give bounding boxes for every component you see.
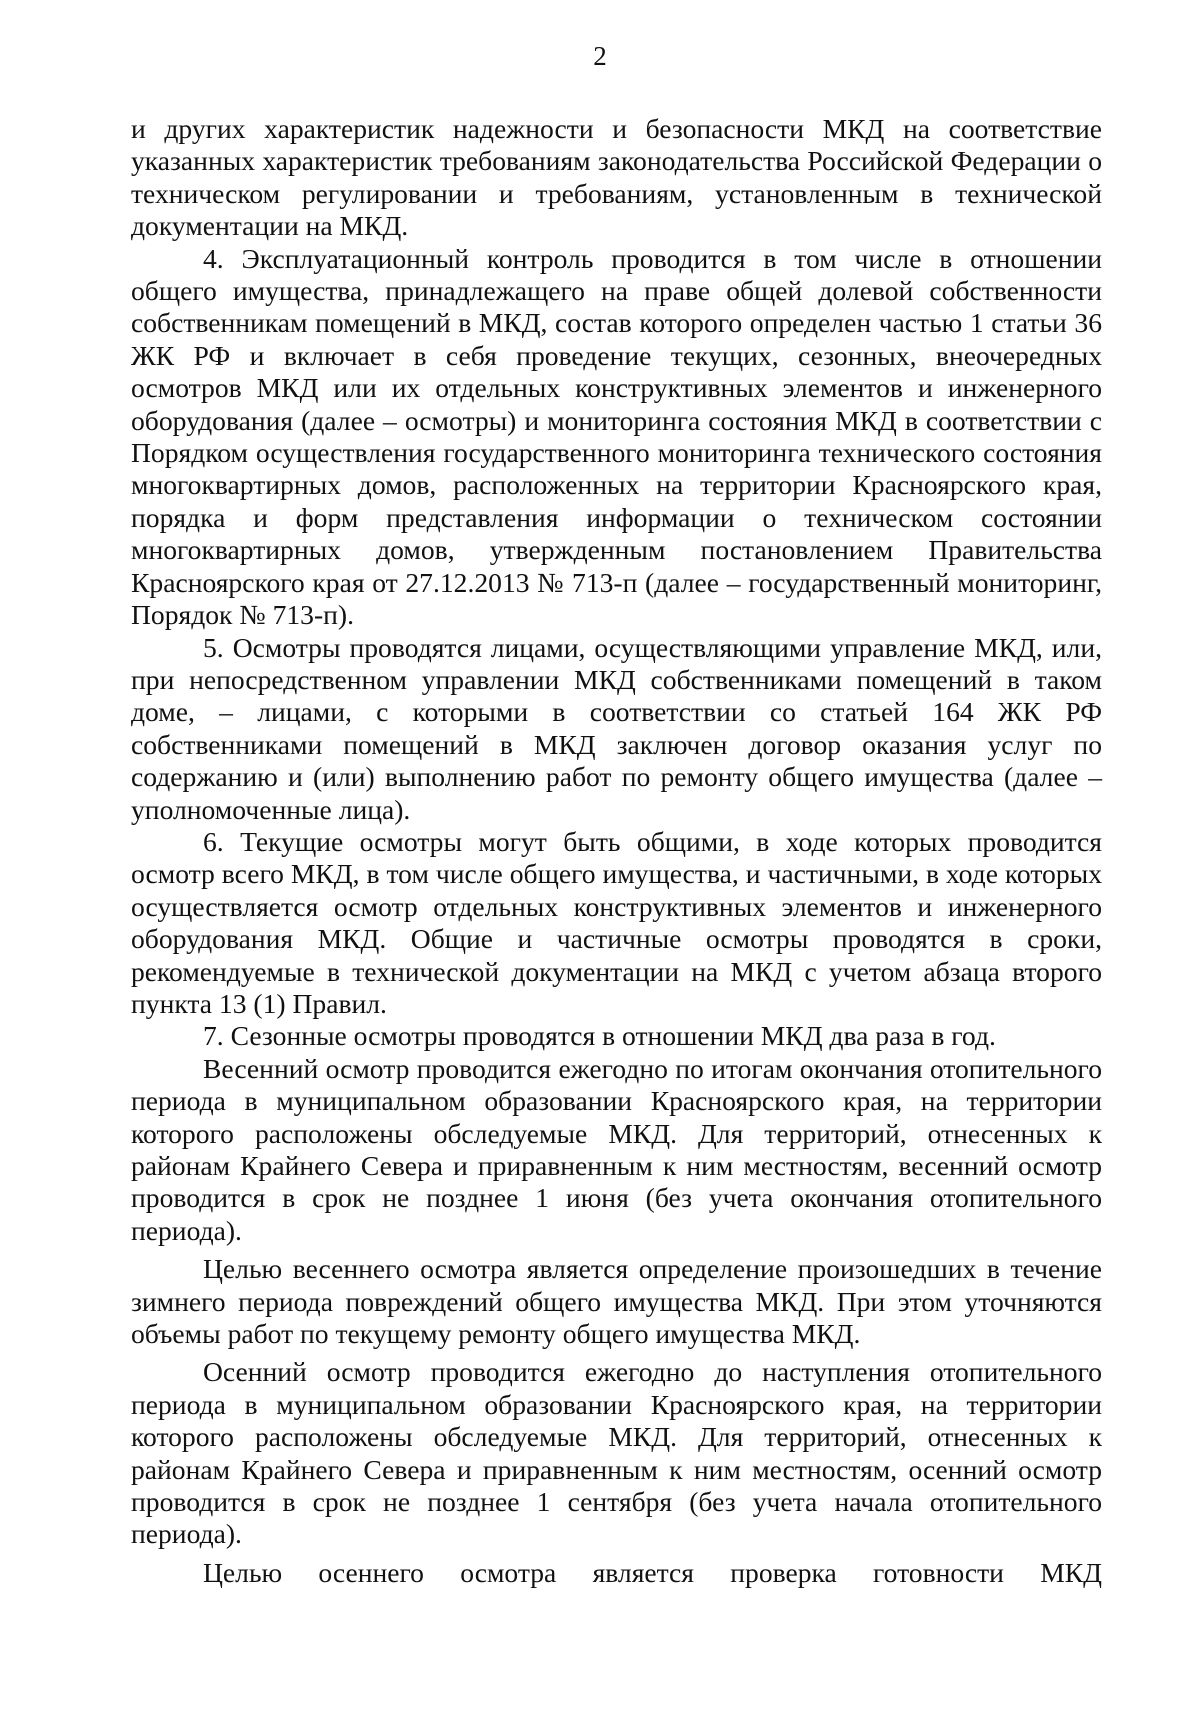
paragraph-spring-inspection: Весенний осмотр проводится ежегодно по итогам окончания отопительного периода в муниципальном образовании Красноярского края, на территории которого расположены обследуемые МКД. Для территорий, отнесенных к районам Крайнего Севера и приравненным к ним местностям, весенний осмотр проводится в срок не позднее 1 июня (без учета окончания отопительного периода). (131, 1052, 1102, 1246)
paragraph-item-4: 4. Эксплуатационный контроль проводится в том числе в отношении общего имущества, принадлежащего на праве общей долевой собственности собственникам помещений в МКД, состав которого определен частью 1 статьи 36 ЖК РФ и включает в себя проведение текущих, сезонных, внеочередных осмотров МКД или их отдельных конструктивных элементов и инженерного оборудования (далее – осмотры) и мониторинга состояния МКД в соответствии с Порядком осуществления государственного мониторинга технического состояния многоквартирных домов, расположенных на территории Красноярского края, порядка и форм представления информации о техническом состоянии многоквартирных домов, утвержденным постановлением Правительства Красноярского края от 27.12.2013 № 713-п (далее – государственный мониторинг, Порядок № 713-п). (131, 242, 1102, 631)
document-body (131, 113, 1102, 1589)
paragraph-item-5: 5. Осмотры проводятся лицами, осуществляющими управление МКД, или, при непосредственном управлении МКД собственниками помещений в таком доме, – лицами, с которыми в соответствии со статьей 164 ЖК РФ собственниками помещений в МКД заключен договор оказания услуг по содержанию и (или) выполнению работ по ремонту общего имущества (далее – уполномоченные лица). (131, 631, 1102, 825)
paragraph-item-7: 7. Сезонные осмотры проводятся в отношении МКД два раза в год. (203, 1020, 996, 1052)
paragraph-autumn-inspection: Осенний осмотр проводится ежегодно до наступления отопительного периода в муниципальном образовании Красноярского края, на территории которого расположены обследуемые МКД. Для территорий, отнесенных к районам Крайнего Севера и приравненным к ним местностям, осенний осмотр проводится в срок не позднее 1 сентября (без учета начала отопительного периода). (131, 1356, 1102, 1550)
paragraph-item-6: 6. Текущие осмотры могут быть общими, в ходе которых проводится осмотр всего МКД, в том числе общего имущества, и частичными, в ходе которых осуществляется осмотр отдельных конструктивных элементов и инженерного оборудования МКД. Общие и частичные осмотры проводятся в сроки, рекомендуемые в технической документации на МКД с учетом абзаца второго пункта 13 (1) Правил. (131, 825, 1102, 1019)
paragraph-continuation: и других характеристик надежности и безопасности МКД на соответствие указанных характеристик требованиям законодательства Российской Федерации о техническом регулировании и требованиям, установленным в технической документации на МКД. (131, 113, 1102, 242)
paragraph-autumn-purpose: Целью осеннего осмотра является проверка готовности МКД (203, 1556, 1102, 1588)
page-number: 2 (593, 41, 607, 71)
paragraph-spring-purpose: Целью весеннего осмотра является определение произошедших в течение зимнего периода повреждений общего имущества МКД. При этом уточняются объемы работ по текущему ремонту общего имущества МКД. (131, 1253, 1102, 1350)
